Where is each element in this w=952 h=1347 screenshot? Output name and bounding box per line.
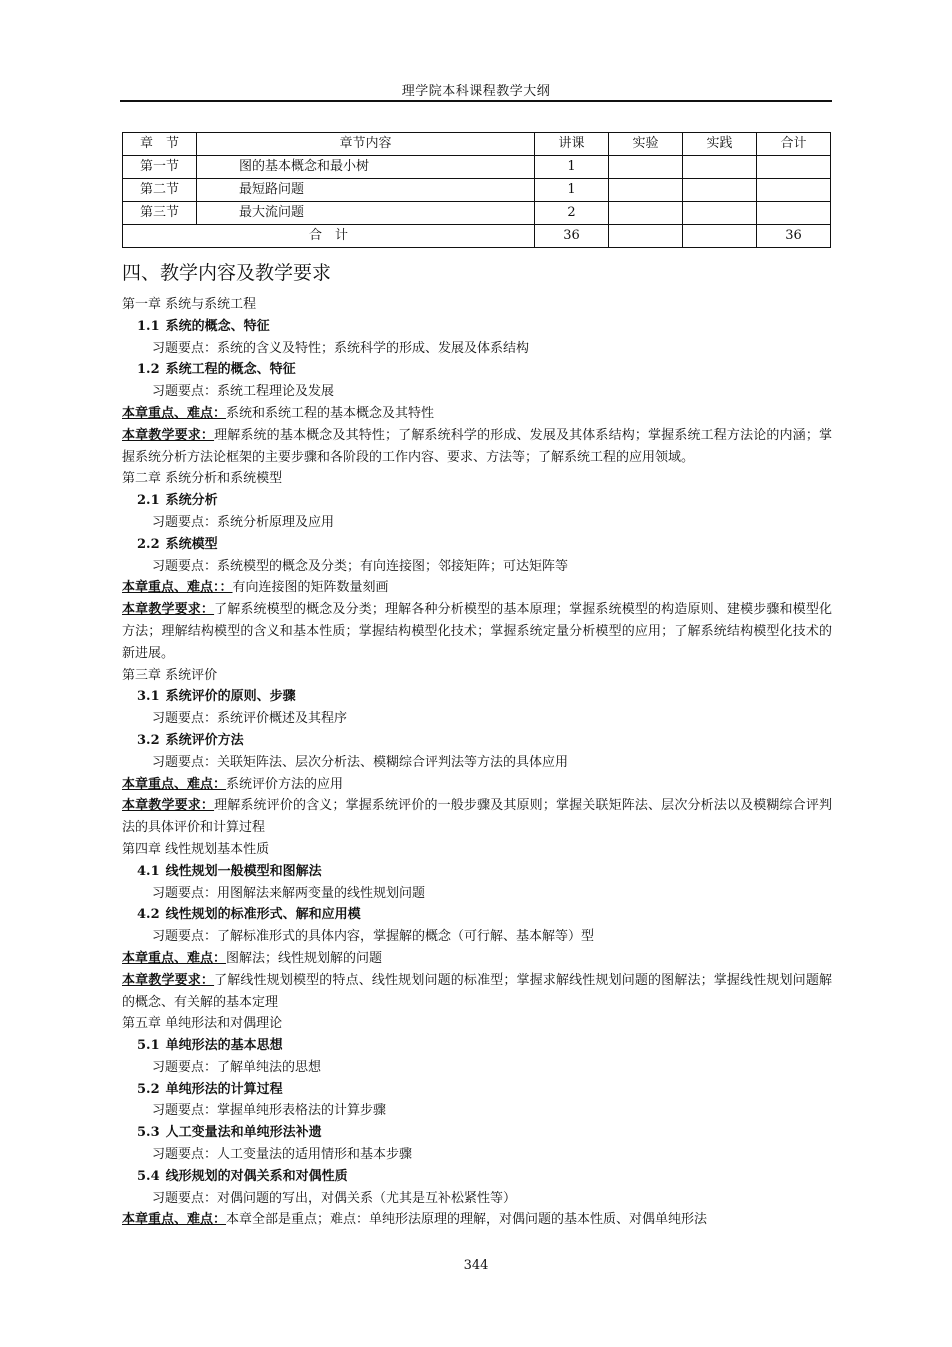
subsection-heading bbox=[122, 861, 832, 883]
cell-content: 最大流问题 bbox=[197, 202, 535, 225]
chapter-title: 第四章 线性规划基本性质 bbox=[122, 841, 270, 857]
page-number: 344 bbox=[463, 1258, 489, 1273]
requirements-label: 本章教学要求： bbox=[122, 602, 215, 618]
subsection-heading bbox=[122, 1035, 832, 1057]
total-lecture: 36 bbox=[535, 225, 609, 248]
cell-lab bbox=[609, 179, 683, 202]
key-points bbox=[122, 774, 832, 796]
requirements-text: 理解系统评价的含义；掌握系统评价的一般步骤及其原则；掌握关联矩阵法、层次分析法以及模糊综合评判法的具体评价和计算过程 bbox=[122, 798, 832, 836]
subsection-title: 系统工程的概念、特征 bbox=[165, 362, 296, 378]
subsection-title: 人工变量法和单纯形法补遗 bbox=[165, 1125, 322, 1141]
subsection-number: 1.1 bbox=[137, 318, 160, 334]
col-header-lecture: 讲课 bbox=[535, 133, 609, 156]
total-practice bbox=[683, 225, 757, 248]
subsection-heading bbox=[122, 730, 832, 752]
subsection-heading bbox=[122, 1079, 832, 1101]
subsection-title: 系统评价的原则、步骤 bbox=[165, 689, 296, 705]
key-points bbox=[122, 1209, 832, 1231]
col-header-content: 章节内容 bbox=[197, 133, 535, 156]
exercise-points: 习题要点：掌握单纯形表格法的计算步骤 bbox=[152, 1103, 387, 1119]
subsection-title: 单纯形法的计算过程 bbox=[165, 1081, 283, 1097]
subsection-title: 线性规划的标准形式、解和应用模 bbox=[165, 907, 361, 923]
requirements-text: 理解系统的基本概念及其特性；了解系统科学的形成、发展及其体系结构；掌握系统工程方法论的内涵；掌握系统分析方法论框架的主要步骤和各阶段的工作内容、要求、方法等；了解系统工程的应用领域。 bbox=[122, 427, 832, 465]
exercise-points: 习题要点：系统评价概述及其程序 bbox=[152, 711, 348, 727]
exercise-points: 习题要点：用图解法来解两变量的线性规划问题 bbox=[152, 885, 426, 901]
subsection-number: 4.2 bbox=[137, 907, 160, 923]
key-points-label: 本章重点、难点： bbox=[122, 950, 227, 966]
schedule-table bbox=[122, 132, 831, 248]
col-header-chapter: 章 节 bbox=[123, 133, 197, 156]
subsection-number: 4.1 bbox=[137, 863, 160, 879]
requirements-text: 了解系统模型的概念及分类；理解各种分析模型的基本原理；掌握系统模型的构造原则、建模步骤和模型化方法；理解结构模型的含义和基本性质；掌握结构模型化技术；掌握系统定量分析模型的应用；了解系统结构模型化技术的新进展。 bbox=[122, 602, 832, 661]
exercise-points: 习题要点：系统的含义及特性；系统科学的形成、发展及体系结构 bbox=[152, 340, 530, 356]
subsection-title: 线形规划的对偶关系和对偶性质 bbox=[165, 1168, 348, 1184]
page-header-title: 理学院本科课程教学大纲 bbox=[401, 84, 551, 99]
table-row bbox=[123, 156, 831, 179]
table-row bbox=[123, 179, 831, 202]
subsection-heading bbox=[122, 490, 832, 512]
requirements-label: 本章教学要求： bbox=[122, 798, 215, 814]
subsection-number: 3.1 bbox=[137, 689, 160, 705]
col-header-practice: 实践 bbox=[683, 133, 757, 156]
exercise-points: 习题要点：关联矩阵法、层次分析法、模糊综合评判法等方法的具体应用 bbox=[152, 754, 569, 770]
cell-chapter: 第二节 bbox=[123, 179, 197, 202]
key-points-label: 本章重点、难点： bbox=[122, 1212, 227, 1228]
subsection-number: 1.2 bbox=[137, 362, 160, 378]
chapter-title: 第二章 系统分析和系统模型 bbox=[122, 471, 283, 487]
subsection-title: 系统模型 bbox=[165, 536, 218, 552]
table-header-row bbox=[123, 133, 831, 156]
header-rule bbox=[120, 100, 832, 102]
main-content bbox=[122, 258, 832, 1231]
subsection-number: 2.2 bbox=[137, 536, 160, 552]
exercise-points: 习题要点：系统模型的概念及分类；有向连接图；邻接矩阵；可达矩阵等 bbox=[152, 558, 569, 574]
cell-total bbox=[757, 156, 831, 179]
requirements bbox=[122, 795, 832, 839]
exercise-points: 习题要点：系统分析原理及应用 bbox=[152, 514, 335, 530]
chapter-title: 第一章 系统与系统工程 bbox=[122, 297, 257, 312]
requirements bbox=[122, 970, 832, 1014]
key-points-text: 图解法；线性规划解的问题 bbox=[226, 950, 383, 966]
exercise-points: 习题要点：系统工程理论及发展 bbox=[152, 384, 335, 400]
key-points bbox=[122, 577, 832, 599]
subsection-number: 5.2 bbox=[137, 1081, 160, 1097]
key-points bbox=[122, 403, 832, 425]
key-points-label: 本章重点、难点：： bbox=[122, 580, 233, 596]
exercise-points: 习题要点：了解标准形式的具体内容，掌握解的概念（可行解、基本解等）型 bbox=[152, 929, 595, 945]
cell-practice bbox=[683, 202, 757, 225]
key-points-label: 本章重点、难点： bbox=[122, 405, 227, 421]
subsection-number: 5.1 bbox=[137, 1038, 160, 1054]
cell-lecture: 1 bbox=[535, 179, 609, 202]
subsection-heading bbox=[122, 1166, 832, 1188]
chapter-title: 第三章 系统评价 bbox=[122, 667, 218, 683]
subsection-heading bbox=[122, 686, 832, 708]
cell-lab bbox=[609, 202, 683, 225]
subsection-heading bbox=[122, 1122, 832, 1144]
chapter-title: 第五章 单纯形法和对偶理论 bbox=[122, 1016, 283, 1032]
requirements-label: 本章教学要求： bbox=[122, 972, 215, 988]
cell-total bbox=[757, 202, 831, 225]
table-total-row bbox=[123, 225, 831, 248]
col-header-total: 合计 bbox=[757, 133, 831, 156]
subsection-title: 系统评价方法 bbox=[165, 732, 244, 748]
requirements-text: 了解线性规划模型的特点、线性规划问题的标准型；掌握求解线性规划问题的图解法；掌握线性规划问题解的概念、有关解的基本定理 bbox=[122, 972, 832, 1010]
key-points-text: 本章全部是重点；难点：单纯形法原理的理解，对偶问题的基本性质、对偶单纯形法 bbox=[226, 1212, 708, 1228]
subsection-title: 单纯形法的基本思想 bbox=[165, 1038, 283, 1054]
exercise-points: 习题要点：对偶问题的写出，对偶关系（尤其是互补松紧性等） bbox=[152, 1190, 517, 1206]
subsection-title: 线性规划一般模型和图解法 bbox=[165, 863, 322, 879]
requirements bbox=[122, 599, 832, 664]
total-label: 合 计 bbox=[123, 225, 535, 248]
subsection-title: 系统分析 bbox=[165, 493, 218, 509]
cell-lecture: 2 bbox=[535, 202, 609, 225]
cell-chapter: 第三节 bbox=[123, 202, 197, 225]
subsection-heading bbox=[122, 534, 832, 556]
key-points bbox=[122, 948, 832, 970]
exercise-points: 习题要点：了解单纯法的思想 bbox=[152, 1059, 322, 1075]
key-points-text: 系统评价方法的应用 bbox=[226, 776, 344, 792]
key-points-text: 有向连接图的矩阵数量刻画 bbox=[232, 580, 389, 596]
cell-chapter: 第一节 bbox=[123, 156, 197, 179]
cell-practice bbox=[683, 179, 757, 202]
total-lab bbox=[609, 225, 683, 248]
requirements-label: 本章教学要求： bbox=[122, 427, 215, 443]
subsection-number: 2.1 bbox=[137, 493, 160, 509]
subsection-title: 系统的概念、特征 bbox=[165, 318, 270, 334]
key-points-label: 本章重点、难点： bbox=[122, 776, 227, 792]
cell-practice bbox=[683, 156, 757, 179]
cell-total bbox=[757, 179, 831, 202]
subsection-heading bbox=[122, 359, 832, 381]
requirements bbox=[122, 425, 832, 469]
table-row bbox=[123, 202, 831, 225]
section-title: 四、教学内容及教学要求 bbox=[122, 262, 332, 284]
subsection-heading bbox=[122, 316, 832, 338]
subsection-number: 3.2 bbox=[137, 732, 160, 748]
cell-lab bbox=[609, 156, 683, 179]
cell-content: 最短路问题 bbox=[197, 179, 535, 202]
cell-lecture: 1 bbox=[535, 156, 609, 179]
subsection-number: 5.4 bbox=[137, 1168, 160, 1184]
total-total: 36 bbox=[757, 225, 831, 248]
col-header-lab: 实验 bbox=[609, 133, 683, 156]
key-points-text: 系统和系统工程的基本概念及其特性 bbox=[226, 405, 435, 421]
cell-content: 图的基本概念和最小树 bbox=[197, 156, 535, 179]
subsection-number: 5.3 bbox=[137, 1125, 160, 1141]
exercise-points: 习题要点：人工变量法的适用情形和基本步骤 bbox=[152, 1147, 413, 1163]
subsection-heading bbox=[122, 904, 832, 926]
